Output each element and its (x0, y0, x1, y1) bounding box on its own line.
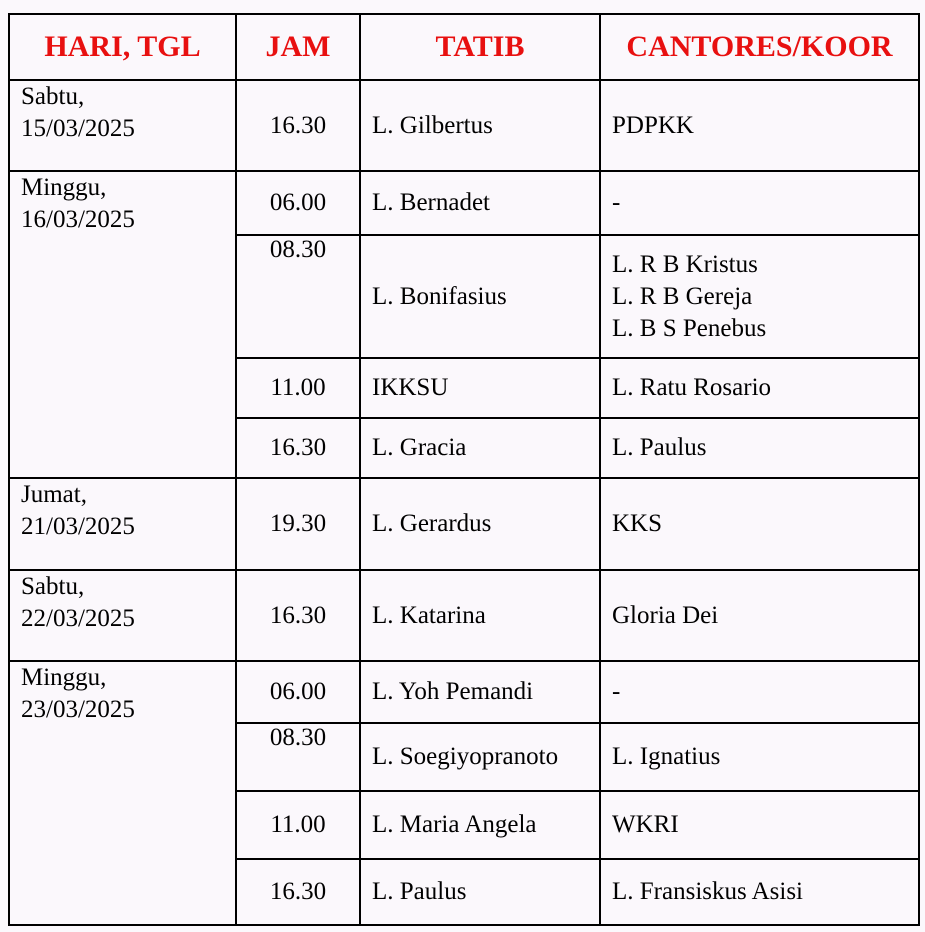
schedule-body (9, 80, 919, 925)
day-date: 15/03/2025 (21, 115, 135, 142)
cantores-cell (600, 723, 919, 791)
cantores-entry: L. Fransiskus Asisi (612, 878, 804, 905)
time-cell: 19.30 (236, 478, 360, 570)
cantores-entry: - (612, 678, 621, 705)
time-cell: 06.00 (236, 661, 360, 723)
tatib-cell: IKKSU (360, 358, 600, 418)
cantores-entry: L. Ignatius (612, 743, 721, 770)
table-row (9, 171, 919, 235)
day-name: Sabtu, (21, 573, 85, 600)
cantores-cell (600, 478, 919, 570)
header-row (9, 14, 919, 80)
header-cantores: CANTORES/KOOR (600, 14, 919, 80)
day-cell (9, 478, 236, 570)
header-tatib: TATIB (360, 14, 600, 80)
day-name: Jumat, (21, 481, 87, 508)
time-cell: 16.30 (236, 418, 360, 478)
time-cell: 16.30 (236, 80, 360, 171)
cantores-cell (600, 661, 919, 723)
tatib-cell: L. Soegiyopranoto (360, 723, 600, 791)
time-cell: 16.30 (236, 570, 360, 661)
day-cell (9, 80, 236, 171)
day-name: Sabtu, (21, 83, 85, 110)
cantores-cell (600, 358, 919, 418)
tatib-cell: L. Katarina (360, 570, 600, 661)
tatib-cell: L. Bonifasius (360, 235, 600, 358)
day-name: Minggu, (21, 664, 107, 691)
cantores-cell (600, 570, 919, 661)
table-row (9, 80, 919, 171)
cantores-cell (600, 235, 919, 358)
tatib-cell: L. Paulus (360, 859, 600, 925)
tatib-cell: L. Maria Angela (360, 791, 600, 859)
cantores-entry: PDPKK (612, 111, 694, 139)
cantores-entry: L. Ratu Rosario (612, 374, 772, 401)
cantores-entry: L. B S Penebus (612, 314, 767, 342)
cantores-entry: L. R B Gereja (612, 282, 753, 310)
time-cell: 08.30 (236, 723, 360, 791)
day-date: 16/03/2025 (21, 206, 135, 233)
cantores-entry: - (612, 189, 621, 216)
tatib-cell: L. Gilbertus (360, 80, 600, 171)
cantores-cell (600, 80, 919, 171)
cantores-entry: KKS (612, 510, 663, 537)
header-day: HARI, TGL (9, 14, 236, 80)
day-name: Minggu, (21, 174, 107, 201)
day-cell (9, 171, 236, 478)
time-cell: 11.00 (236, 791, 360, 859)
tatib-cell: L. Bernadet (360, 171, 600, 235)
time-cell: 06.00 (236, 171, 360, 235)
day-date: 21/03/2025 (21, 513, 135, 540)
cantores-entry: L. Paulus (612, 434, 707, 461)
day-cell (9, 661, 236, 925)
tatib-cell: L. Gracia (360, 418, 600, 478)
cantores-entry: WKRI (612, 811, 679, 838)
cantores-entry: L. R B Kristus (612, 250, 758, 278)
day-cell (9, 570, 236, 661)
tatib-cell: L. Yoh Pemandi (360, 661, 600, 723)
schedule-table (8, 13, 920, 926)
table-row (9, 570, 919, 661)
header-time: JAM (236, 14, 360, 80)
tatib-cell: L. Gerardus (360, 478, 600, 570)
cantores-entry: Gloria Dei (612, 601, 719, 629)
cantores-cell (600, 859, 919, 925)
day-date: 23/03/2025 (21, 696, 135, 723)
cantores-cell (600, 791, 919, 859)
day-date: 22/03/2025 (21, 605, 135, 632)
time-cell: 16.30 (236, 859, 360, 925)
time-cell: 08.30 (236, 235, 360, 358)
table-row (9, 661, 919, 723)
cantores-cell (600, 171, 919, 235)
cantores-cell (600, 418, 919, 478)
table-row (9, 478, 919, 570)
time-cell: 11.00 (236, 358, 360, 418)
